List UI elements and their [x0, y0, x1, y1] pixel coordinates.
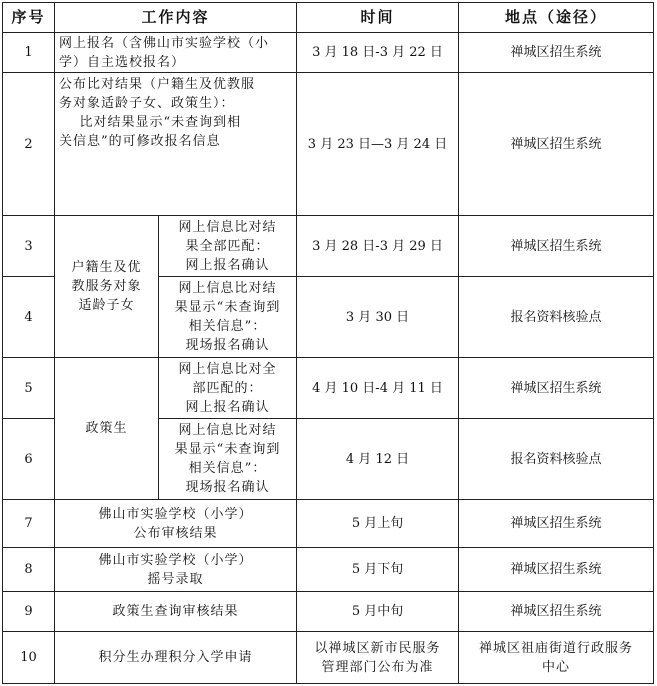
row-place: 禅城区招生系统	[459, 592, 654, 632]
row-time: 4 月 10 日-4 月 11 日	[297, 358, 459, 419]
row-no: 3	[3, 216, 55, 277]
table-row	[3, 358, 654, 419]
row-no: 2	[3, 73, 55, 216]
row-no: 8	[3, 548, 55, 592]
row-time: 以禅城区新市民服务 管理部门公布为准	[297, 632, 459, 684]
row-no: 5	[3, 358, 55, 419]
table-row	[3, 592, 654, 632]
header-time: 时间	[297, 3, 459, 33]
row-time: 3 月 30 日	[297, 277, 459, 358]
table-row	[3, 548, 654, 592]
row-no: 4	[3, 277, 55, 358]
row-content: 公布比对结果（户籍生及优教服 务对象适龄子女、政策生）： 比对结果显示“未查询到相 关信息”的可修改报名信息	[55, 73, 297, 216]
row-time: 5 月下旬	[297, 548, 459, 592]
table-row	[3, 632, 654, 684]
row-time: 3 月 28 日-3 月 29 日	[297, 216, 459, 277]
row-detail: 网上信息比对结 果显示“未查询到 相关信息”： 现场报名确认	[159, 419, 297, 500]
row-content: 积分生办理积分入学申请	[55, 632, 297, 684]
table-row	[3, 500, 654, 548]
row-no: 1	[3, 33, 55, 73]
table-row	[3, 33, 654, 73]
row-content: 佛山市实验学校（小学） 摇号录取	[55, 548, 297, 592]
row-place: 报名资料核验点	[459, 419, 654, 500]
table-row	[3, 216, 654, 277]
row-time: 5 月中旬	[297, 592, 459, 632]
row-content: 网上报名（含佛山市实验学校（小 学）自主选校报名）	[55, 33, 297, 73]
row-detail: 网上信息比对结 果全部匹配： 网上报名确认	[159, 216, 297, 277]
row-content: 政策生查询审核结果	[55, 592, 297, 632]
row-place: 禅城区招生系统	[459, 73, 654, 216]
row-no: 7	[3, 500, 55, 548]
row-content: 佛山市实验学校（小学） 公布审核结果	[55, 500, 297, 548]
row-no: 10	[3, 632, 55, 684]
row-time: 3 月 23 日—3 月 24 日	[297, 73, 459, 216]
row-group: 政策生	[55, 358, 159, 500]
row-no: 9	[3, 592, 55, 632]
table-row	[3, 73, 654, 216]
row-place: 禅城区招生系统	[459, 548, 654, 592]
row-detail: 网上信息比对全 部匹配的： 网上报名确认	[159, 358, 297, 419]
row-place: 禅城区祖庙街道行政服务 中心	[459, 632, 654, 684]
row-place: 报名资料核验点	[459, 277, 654, 358]
header-row	[3, 3, 654, 33]
row-place: 禅城区招生系统	[459, 500, 654, 548]
row-no: 6	[3, 419, 55, 500]
row-time: 5 月上旬	[297, 500, 459, 548]
row-place: 禅城区招生系统	[459, 216, 654, 277]
header-content: 工作内容	[55, 3, 297, 33]
row-group: 户籍生及优 教服务对象 适龄子女	[55, 216, 159, 358]
header-place: 地点（途径）	[459, 3, 654, 33]
row-time: 4 月 12 日	[297, 419, 459, 500]
row-place: 禅城区招生系统	[459, 33, 654, 73]
schedule-table	[2, 2, 654, 684]
row-time: 3 月 18 日-3 月 22 日	[297, 33, 459, 73]
row-place: 禅城区招生系统	[459, 358, 654, 419]
header-no: 序号	[3, 3, 55, 33]
row-detail: 网上信息比对结 果显示“未查询到 相关信息”： 现场报名确认	[159, 277, 297, 358]
